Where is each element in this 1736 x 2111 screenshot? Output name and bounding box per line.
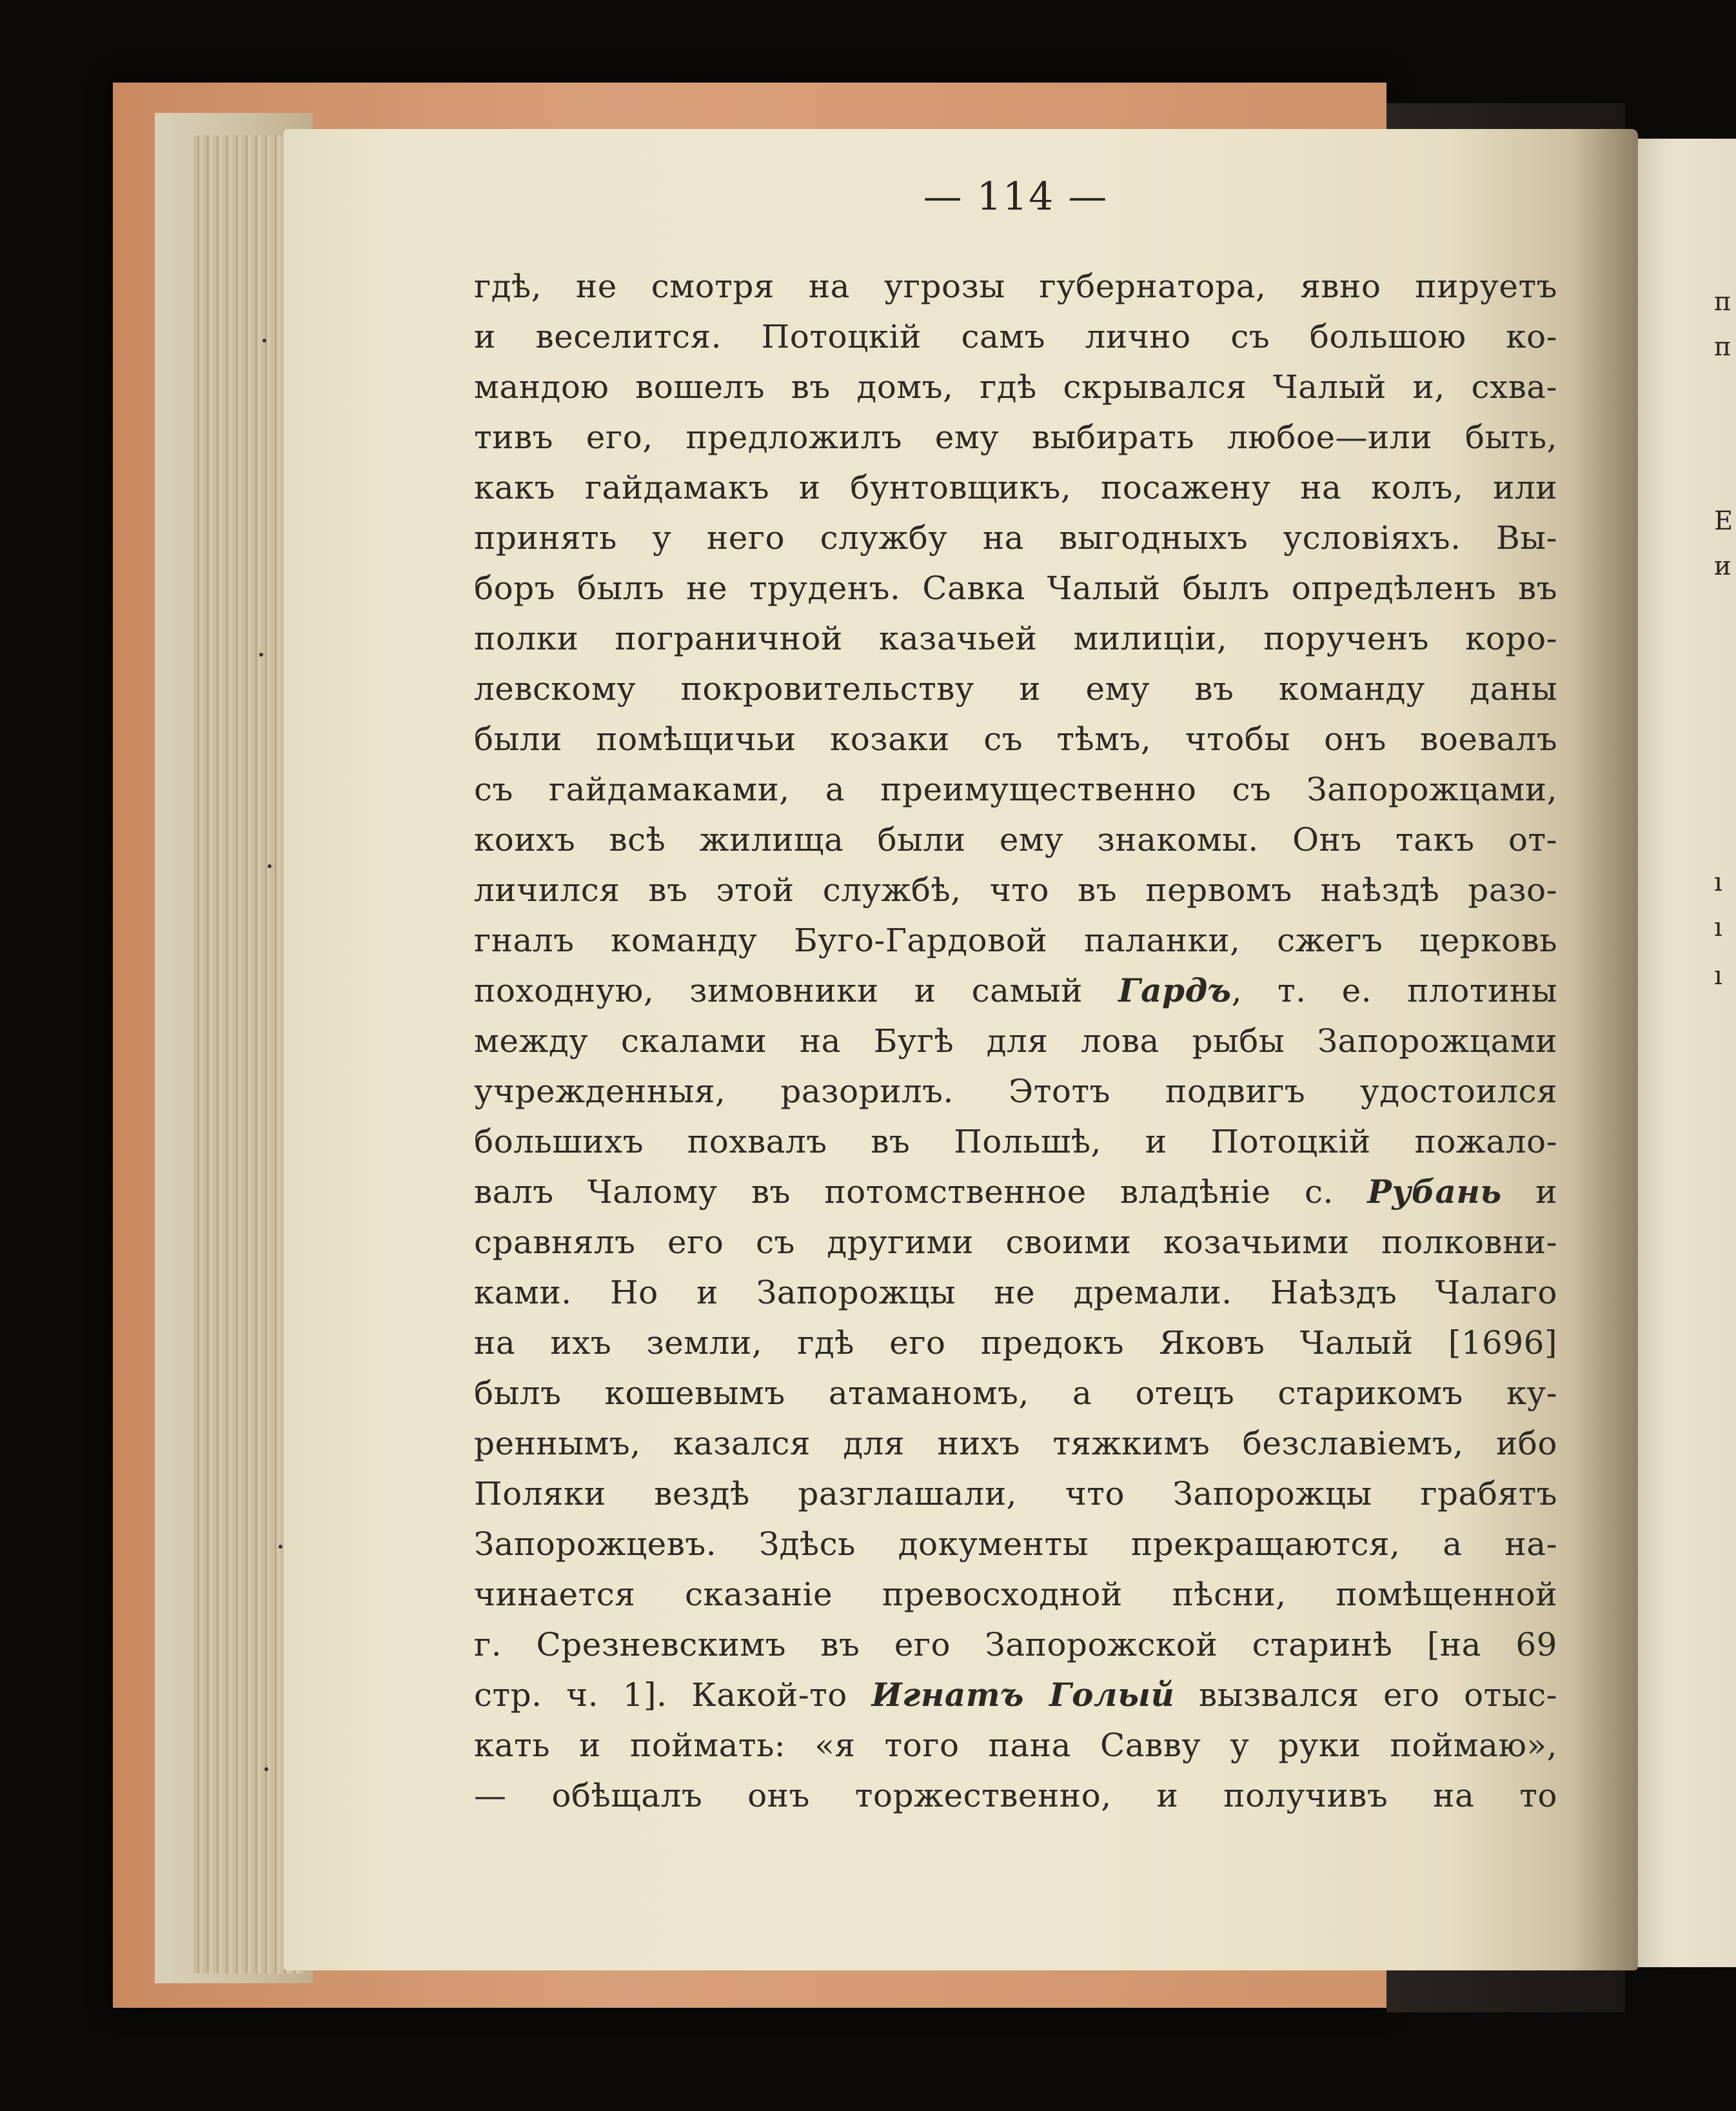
text-run: на ихъ земли, гдѣ его предокъ Яковъ Чалый [1696] <box>474 1324 1557 1362</box>
text-run: сравнялъ его съ другими своими козачьими полковни- <box>474 1224 1557 1261</box>
text-run: левскому покровительству и ему въ команду даны <box>474 670 1557 708</box>
text-run: походную, зимовники и самый <box>474 972 1119 1009</box>
paper-speck <box>268 864 271 868</box>
text-line <box>474 764 1557 815</box>
text-run: мандою вошелъ въ домъ, гдѣ скрывался Чалый и, схва- <box>474 368 1557 406</box>
right-page-fragment: и <box>1714 551 1731 581</box>
text-line <box>474 1016 1557 1066</box>
italic-name: Гардъ <box>1118 971 1232 1009</box>
page-number: — 114 — <box>923 174 1109 219</box>
text-line <box>474 1770 1557 1821</box>
text-run: Запорожцевъ. Здѣсь документы прекращаются, а на- <box>474 1525 1557 1563</box>
right-page-fragment: Е <box>1714 506 1733 536</box>
text-line <box>474 1116 1557 1167</box>
text-run: боръ былъ не труденъ. Савка Чалый былъ опредѣленъ въ <box>474 570 1557 607</box>
text-run: большихъ похвалъ въ Польшѣ, и Потоцкій пожало- <box>474 1123 1557 1160</box>
italic-name: Рубань <box>1367 1173 1502 1211</box>
text-run: валъ Чалому въ потомственное владѣніе с. <box>474 1173 1368 1211</box>
text-run: тивъ его, предложилъ ему выбирать любое—или быть, <box>474 419 1557 456</box>
text-run: ками. Но и Запорожцы не дремали. Наѣздъ Чалаго <box>474 1274 1557 1311</box>
text-line <box>474 412 1557 462</box>
text-run: кать и поймать: «я того пана Савву у руки поймаю», <box>474 1727 1557 1764</box>
text-run: личился въ этой службѣ, что въ первомъ наѣздѣ разо- <box>474 871 1557 909</box>
text-line <box>474 1519 1557 1569</box>
italic-name: Игнатъ Голый <box>871 1676 1175 1714</box>
text-line <box>474 1066 1557 1116</box>
text-line <box>474 462 1557 513</box>
text-line <box>474 714 1557 764</box>
text-line <box>474 1670 1557 1720</box>
page-body-text <box>474 261 1557 1821</box>
text-line <box>474 1368 1557 1418</box>
text-line <box>474 513 1557 563</box>
text-line <box>474 966 1557 1016</box>
right-page-fragment: ı <box>1714 961 1722 991</box>
text-run: съ гайдамаками, а преимущественно съ Запорожцами, <box>474 771 1557 808</box>
text-line <box>474 1418 1557 1469</box>
text-run: чинается сказаніе превосходной пѣсни, помѣщенной <box>474 1576 1557 1613</box>
text-line <box>474 312 1557 362</box>
text-line <box>474 613 1557 664</box>
text-line <box>474 1469 1557 1519</box>
text-run: стр. ч. 1]. Какой-то <box>474 1676 872 1714</box>
text-run: , т. е. плотины <box>1231 972 1557 1009</box>
right-page-fragment: п <box>1714 332 1731 362</box>
paper-speck <box>279 1545 282 1549</box>
text-run: г. Срезневскимъ въ его Запорожской старинѣ [на 69 <box>474 1626 1557 1663</box>
text-line <box>474 1217 1557 1267</box>
text-run: гналъ команду Буго-Гардовой паланки, сжегъ церковь <box>474 922 1557 959</box>
text-run: были помѣщичьи козаки съ тѣмъ, чтобы онъ воевалъ <box>474 720 1557 758</box>
text-run: — обѣщалъ онъ торжественно, и получивъ на то <box>474 1777 1557 1814</box>
text-run: и <box>1501 1173 1558 1211</box>
text-run: гдѣ, не смотря на угрозы губернатора, явно пируетъ <box>474 268 1557 305</box>
text-line <box>474 865 1557 915</box>
text-line <box>474 664 1557 714</box>
right-page-fragment: п <box>1714 287 1731 317</box>
text-line <box>474 1267 1557 1318</box>
text-line <box>474 1318 1557 1368</box>
text-line <box>474 1167 1557 1217</box>
text-run: Поляки вездѣ разглашали, что Запорожцы грабятъ <box>474 1475 1557 1512</box>
text-run: полки пограничной казачьей милиціи, порученъ коро- <box>474 620 1557 657</box>
text-run: вызвался его отыс- <box>1174 1676 1557 1714</box>
paper-speck <box>262 339 266 342</box>
text-line <box>474 362 1557 412</box>
text-run: реннымъ, казался для нихъ тяжкимъ безславіемъ, ибо <box>474 1425 1557 1462</box>
text-line <box>474 1720 1557 1770</box>
paper-speck <box>264 1767 268 1771</box>
text-line <box>474 915 1557 966</box>
right-page-edge <box>1632 139 1736 1967</box>
text-run: и веселится. Потоцкій самъ лично съ большою ко- <box>474 318 1557 355</box>
text-line <box>474 261 1557 312</box>
text-line <box>474 1620 1557 1670</box>
paper-speck <box>259 653 263 657</box>
text-line <box>474 1569 1557 1620</box>
text-run: коихъ всѣ жилища были ему знакомы. Онъ такъ от- <box>474 821 1557 858</box>
text-run: какъ гайдамакъ и бунтовщикъ, посажену на колъ, или <box>474 469 1557 506</box>
text-line <box>474 563 1557 613</box>
right-page-fragment: ı <box>1714 867 1722 897</box>
text-line <box>474 815 1557 865</box>
text-run: учрежденныя, разорилъ. Этотъ подвигъ удостоился <box>474 1073 1557 1110</box>
right-page-fragment: ı <box>1714 913 1722 942</box>
text-run: между скалами на Бугѣ для лова рыбы Запорожцами <box>474 1022 1557 1060</box>
text-run: былъ кошевымъ атаманомъ, а отецъ старикомъ ку- <box>474 1374 1557 1412</box>
text-run: принять у него службу на выгодныхъ условіяхъ. Вы- <box>474 519 1557 557</box>
